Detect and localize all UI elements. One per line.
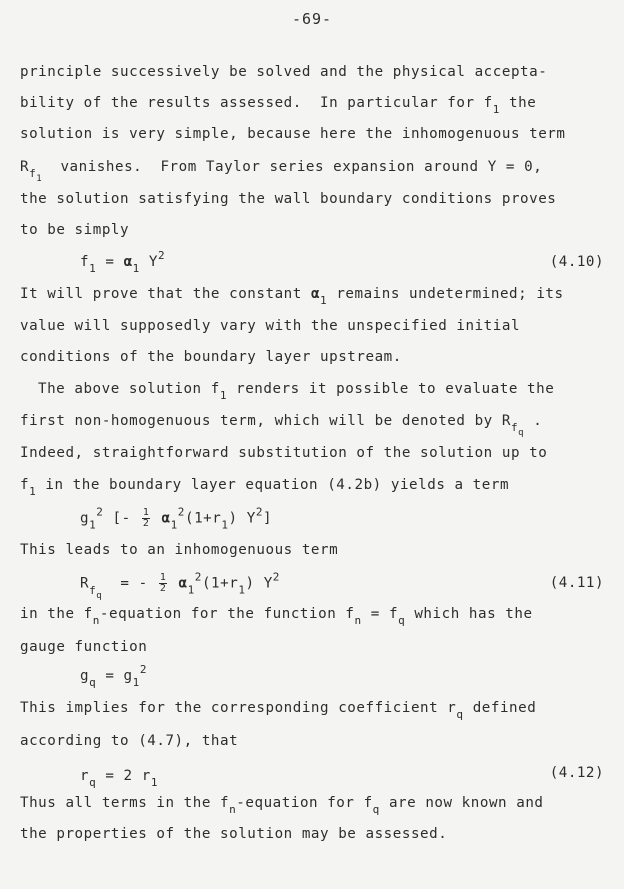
page-number: -69-	[291, 10, 333, 28]
text-line: solution is very simple, because here the inhomogenuous term	[20, 126, 566, 142]
text-line: the properties of the solution may be assessed.	[20, 826, 448, 842]
text-line: It will prove that the constant $\alpha_1$ remains undetermined; its	[20, 286, 564, 307]
text-line: Indeed, straightforward substitution of the solution up to	[20, 445, 548, 461]
equation-4-10: $f_1 = \alpha_1$ $Y^2$	[80, 249, 166, 275]
text-line: according to (4.7), that	[20, 733, 239, 749]
text-line: gauge function	[20, 639, 148, 655]
equation-4-11: $R_{f_q}$ = - $\frac{1}{2}$ $\alpha_1^2(1+r_1)$ $Y^2$	[80, 570, 280, 601]
text-line: to be simply	[20, 222, 130, 238]
equation-term: $g_1^2$ [- $\frac{1}{2}$ $\alpha_1^2(1+r_1)$ $Y^2$]	[80, 505, 273, 532]
text-line: the solution satisfying the wall boundary conditions proves	[20, 191, 557, 207]
equation-gauge: $g_q = g_1^2$	[80, 663, 148, 689]
text-line: $f_1$ in the boundary layer equation (4.2b) yields a term	[20, 477, 510, 498]
text-line: conditions of the boundary layer upstream.	[20, 349, 402, 365]
text-line: This leads to an inhomogenuous term	[20, 542, 339, 558]
text-line: The above solution $f_1$ renders it possible to evaluate the	[38, 381, 555, 402]
text-line: first non-homogenuous term, which will be denoted by $R_{f_q}$ .	[20, 413, 543, 438]
equation-number: (4.12)	[549, 765, 604, 781]
text-line: principle successively be solved and the physical accepta-	[20, 64, 548, 80]
text-line: in the $f_n$-equation for the function $f_n = f_q$ which has the	[20, 606, 533, 627]
equation-number: (4.11)	[549, 575, 604, 591]
equation-number: (4.10)	[549, 254, 604, 270]
text-line: $R_{f_1}$ vanishes. From Taylor series expansion around Y = 0,	[20, 159, 543, 184]
text-line: bility of the results assessed. In particular for $f_1$ the	[20, 95, 537, 116]
text-line: value will supposedly vary with the unspecified initial	[20, 318, 521, 334]
text-line: This implies for the corresponding coefficient $r_q$ defined	[20, 700, 537, 721]
equation-4-12: $r_q = 2$ $r_1$	[80, 768, 159, 789]
text-line: Thus all terms in the $f_n$-equation for $f_q$ are now known and	[20, 795, 544, 816]
